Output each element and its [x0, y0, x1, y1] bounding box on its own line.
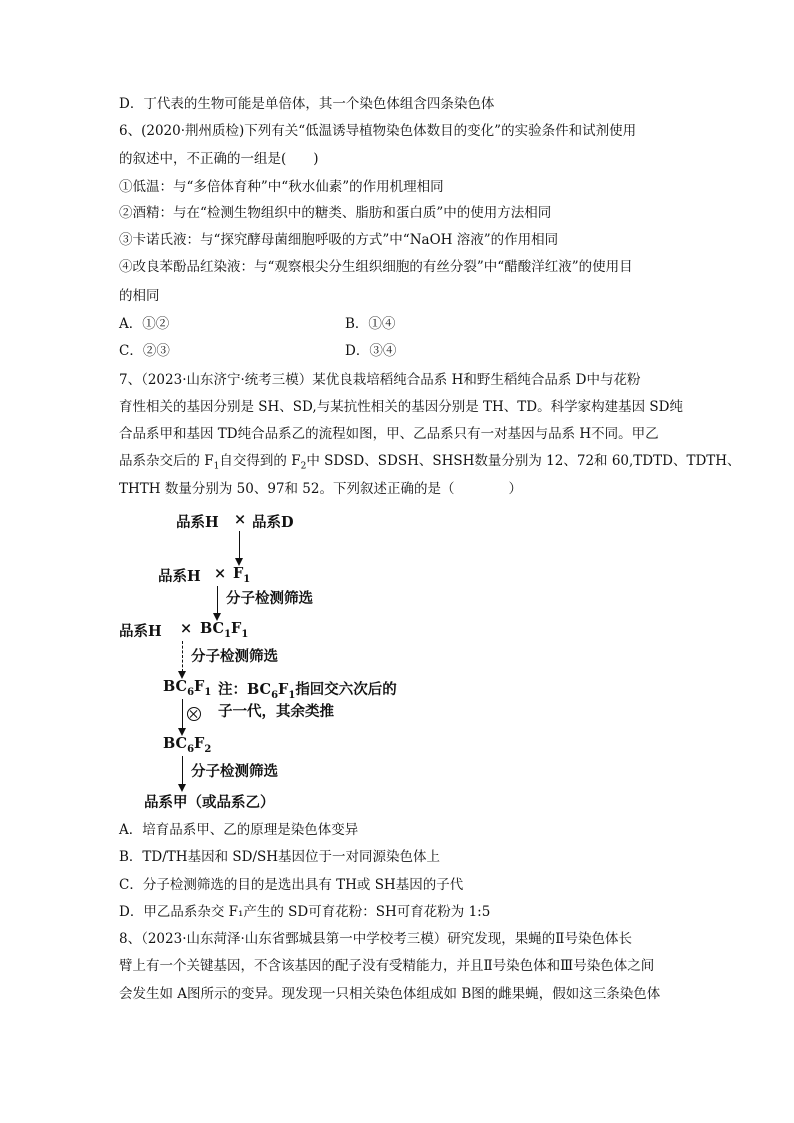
flow-row4-f: F [194, 678, 205, 695]
flow-row5-bc: BC [163, 735, 188, 752]
flow-note-1b: 指回交六次后的 [295, 681, 397, 698]
flow-step-3: 分子检测筛选 [191, 763, 278, 780]
q6-stem-line-2: 的叙述中，不正确的一组是( ) [119, 151, 319, 167]
q7-stem-line-2: 育性相关的基因分别是 SH、SD,与某抗性相关的基因分别是 TH、TD。科学家构建基因 SD纯 [119, 399, 683, 415]
q8-stem-line-2: 臂上有一个关键基因，不含该基因的配子没有受精能力，并且Ⅱ号染色体和Ⅲ号染色体之间 [119, 958, 655, 974]
flow-row3-cross: × [180, 620, 193, 637]
q6-item-4a: ④改良苯酚品红染液：与“观察根尖分生组织细胞的有丝分裂”中“醋酸洋红液”的使用目 [119, 259, 633, 275]
q7-stem-line-1: 7、（2023·山东济宁·统考三模）某优良栽培稻纯合品系 H和野生稻纯合品系 D中与花粉 [119, 372, 641, 388]
flow-arrow-4 [182, 699, 183, 729]
q7-stem-4c: 中 SDSD、SDSH、SHSH数量分别为 12、72和 60,TDTD、TDTH、 [306, 453, 741, 469]
q7-option-d: D．甲乙品系杂交 F₁产生的 SD可育花粉：SH可育花粉为 1:5 [119, 904, 491, 920]
q7-option-b: B．TD/TH基因和 SD/SH基因位于一对同源染色体上 [119, 849, 441, 865]
flow-row4 [163, 678, 211, 698]
flow-row3-left: 品系H [119, 623, 162, 640]
q6-option-a: A．①② [119, 316, 170, 332]
q7-stem-4b: 自交得到的 F [219, 453, 301, 469]
q7-stem-4-sub: 1 [213, 461, 220, 472]
q7-option-c: C．分子检测筛选的目的是选出具有 TH或 SH基因的子代 [119, 877, 464, 893]
flow-f: F [233, 565, 244, 582]
flow-note-1a: 注：BC [218, 681, 272, 698]
flow-bc-f: F [231, 620, 242, 637]
q6-item-4b: 的相同 [119, 288, 160, 304]
flow-row4-sub1: 6 [187, 686, 195, 698]
flow-row4-sub2: 1 [204, 686, 212, 698]
q7-stem-line-5: THTH 数量分别为 50、97和 52。下列叙述正确的是（ ） [119, 481, 522, 497]
flow-bc-sub: 1 [224, 628, 232, 640]
flow-step-1: 分子检测筛选 [226, 590, 313, 607]
flow-note-1sub1: 6 [271, 689, 279, 701]
q6-option-b: B．①④ [345, 316, 396, 332]
flow-row2-left: 品系H [158, 568, 201, 585]
flow-note-line-2: 子一代，其余类推 [218, 703, 334, 720]
flow-row5-f: F [194, 735, 205, 752]
flow-bc-f-sub: 1 [241, 628, 249, 640]
flow-row3-right [200, 620, 248, 640]
q6-option-c: C．②③ [119, 343, 170, 359]
flow-row2-cross: × [214, 565, 227, 582]
q7-stem-line-3: 合品系甲和基因 TD纯合品系乙的流程如图，甲、乙品系只有一对基因与品系 H不同。甲乙 [119, 426, 659, 442]
flow-bc: BC [200, 620, 225, 637]
flow-result: 品系甲（或品系乙） [144, 794, 275, 811]
flow-note-1sub2: 1 [288, 689, 296, 701]
flow-row5-sub1: 6 [187, 743, 195, 755]
flow-row1-left: 品系H [176, 514, 219, 531]
q7-stem-4a: 品系杂交后的 F [119, 453, 214, 469]
q5-option-d: D．丁代表的生物可能是单倍体，其一个染色体组含四条染色体 [119, 96, 495, 112]
flow-arrow-5 [182, 756, 183, 785]
q7-option-a: A．培育品系甲、乙的原理是染色体变异 [119, 822, 359, 838]
q6-option-d: D．③④ [345, 343, 397, 359]
flow-step-2: 分子检测筛选 [191, 648, 278, 665]
flow-row1-cross: × [234, 511, 247, 528]
flow-row5 [163, 735, 211, 755]
q7-stem-4-sub2: 2 [300, 461, 307, 472]
q7-stem-line-4 [119, 452, 741, 476]
flow-note-1mid: F [278, 681, 289, 698]
q6-item-1: ①低温：与“多倍体育种”中“秋水仙素”的作用机理相同 [119, 179, 444, 195]
flow-arrow-2 [217, 586, 218, 614]
flow-f-sub: 1 [243, 573, 251, 585]
flow-note-line-1 [218, 678, 397, 701]
flow-row2-right [233, 565, 250, 585]
q6-item-2: ②酒精：与在“检测生物组织中的糖类、脂肪和蛋白质”中的使用方法相同 [119, 205, 552, 221]
flow-arrow-3-dashed [182, 641, 183, 672]
flow-row5-sub2: 2 [204, 743, 212, 755]
flow-row4-bc: BC [163, 678, 188, 695]
q6-item-3: ③卡诺氏液：与“探究酵母菌细胞呼吸的方式”中“NaOH 溶液”的作用相同 [119, 232, 559, 248]
self-cross-icon [187, 707, 201, 721]
q6-stem-line-1: 6、(2020·荆州质检)下列有关“低温诱导植物染色体数目的变化”的实验条件和试剂使用 [119, 123, 637, 139]
q8-stem-line-1: 8、（2023·山东菏泽·山东省鄄城县第一中学校考三模）研究发现，果蝇的Ⅱ号染色体长 [119, 931, 632, 947]
flow-row1-right: 品系D [252, 514, 294, 531]
q8-stem-line-3: 会发生如 A图所示的变异。现发现一只相关染色体组成如 B图的雌果蝇，假如这三条染色体 [119, 986, 661, 1002]
flow-arrow-1 [239, 531, 240, 559]
